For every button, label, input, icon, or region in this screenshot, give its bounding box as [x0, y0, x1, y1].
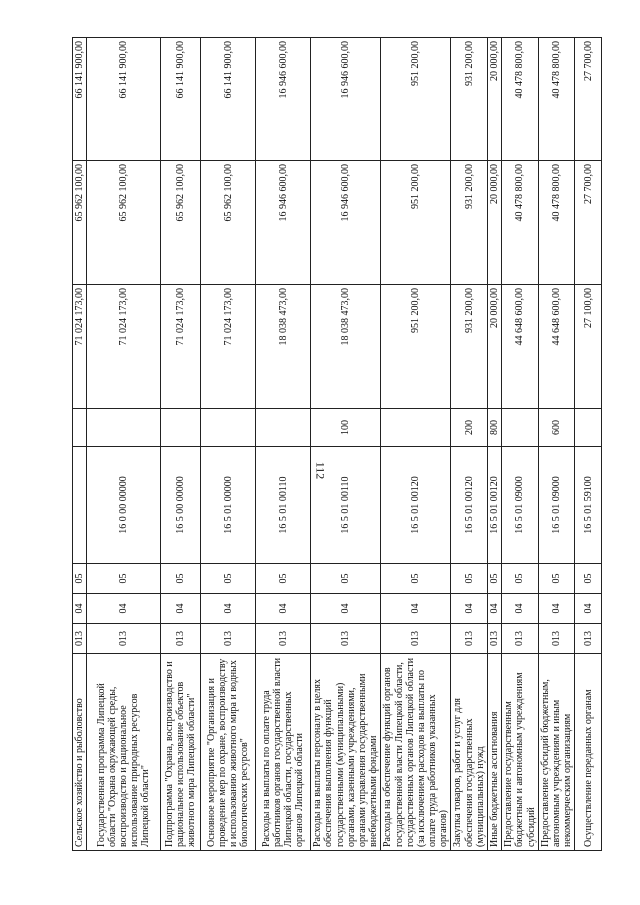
row-subsection-code: 05 — [87, 564, 161, 594]
row-expense-type: 600 — [538, 409, 575, 447]
row-section-code: 04 — [256, 594, 311, 624]
row-amount-year2: 16 946 600,00 — [256, 161, 311, 285]
row-section-code: 04 — [161, 594, 201, 624]
row-expense-type: 100 — [311, 409, 381, 447]
row-expense-type — [575, 409, 602, 447]
row-subsection-code: 05 — [256, 564, 311, 594]
row-subsection-code: 05 — [538, 564, 575, 594]
row-section-code: 04 — [87, 594, 161, 624]
row-section-code: 04 — [502, 594, 539, 624]
row-target-article: 16 5 01 09000 — [538, 447, 575, 564]
table-body — [73, 38, 602, 851]
row-section-code: 04 — [73, 594, 87, 624]
row-expense-type — [73, 409, 87, 447]
row-ved-code: 013 — [87, 624, 161, 654]
row-amount-year2: 16 946 600,00 — [311, 161, 381, 285]
row-amount-year2: 27 700,00 — [575, 161, 602, 285]
row-name: Осуществление переданных органам — [575, 654, 602, 851]
row-amount-year3: 951 200,00 — [381, 38, 451, 161]
row-expense-type — [161, 409, 201, 447]
row-section-code: 04 — [381, 594, 451, 624]
row-amount-year3: 931 200,00 — [451, 38, 488, 161]
row-amount-year2: 65 962 100,00 — [87, 161, 161, 285]
row-section-code: 04 — [538, 594, 575, 624]
row-target-article: 16 5 01 00110 — [311, 447, 381, 564]
row-ved-code: 013 — [488, 624, 502, 654]
row-ved-code: 013 — [256, 624, 311, 654]
row-target-article: 16 5 01 00120 — [488, 447, 502, 564]
row-amount-year3: 66 141 900,00 — [73, 38, 87, 161]
row-target-article: 16 5 01 59100 — [575, 447, 602, 564]
row-ved-code: 013 — [311, 624, 381, 654]
row-target-article: 16 0 00 00000 — [87, 447, 161, 564]
row-target-article: 16 5 01 00120 — [381, 447, 451, 564]
row-name: Расходы на выплаты персоналу в целях обеспечения выполнения функций государственными (муниципальными) органами, казенными учреждениями, органами управления государственными внебюджетными фондами — [311, 654, 381, 851]
table-row — [451, 38, 488, 851]
row-amount-year1: 931 200,00 — [451, 285, 488, 409]
row-name: Государственная программа Липецкой области "Охрана окружающей среды, воспроизводство и рациональное использование природных ресурсов Липецкой области" — [87, 654, 161, 851]
row-amount-year2: 65 962 100,00 — [201, 161, 256, 285]
row-name: Расходы на выплаты по оплате труда работников органов государственной власти Липецкой области, государственных органов Липецкой области — [256, 654, 311, 851]
row-name: Основное мероприятие "Организация и проведение мер по охране, воспроизводству и использованию животного мира и водных биологических ресурсов" — [201, 654, 256, 851]
row-section-code: 04 — [311, 594, 381, 624]
row-amount-year1: 44 648 600,00 — [538, 285, 575, 409]
table-row — [538, 38, 575, 851]
row-amount-year3: 40 478 800,00 — [538, 38, 575, 161]
row-name: Закупка товаров, работ и услуг для обеспечения государственных (муниципальных) нужд — [451, 654, 488, 851]
row-ved-code: 013 — [451, 624, 488, 654]
row-amount-year2: 20 000,00 — [488, 161, 502, 285]
row-section-code: 04 — [488, 594, 502, 624]
table-row — [201, 38, 256, 851]
table-row — [311, 38, 381, 851]
row-amount-year2: 951 200,00 — [381, 161, 451, 285]
row-amount-year2: 65 962 100,00 — [161, 161, 201, 285]
row-amount-year3: 16 946 600,00 — [311, 38, 381, 161]
row-amount-year1: 71 024 173,00 — [161, 285, 201, 409]
row-amount-year1: 20 000,00 — [488, 285, 502, 409]
row-ved-code: 013 — [538, 624, 575, 654]
rotated-table-container — [72, 38, 594, 851]
row-amount-year1: 71 024 173,00 — [201, 285, 256, 409]
table-row — [161, 38, 201, 851]
row-target-article: 16 5 00 00000 — [161, 447, 201, 564]
row-target-article: 16 5 01 09000 — [502, 447, 539, 564]
row-ved-code: 013 — [73, 624, 87, 654]
row-expense-type — [381, 409, 451, 447]
row-target-article: 16 5 01 00000 — [201, 447, 256, 564]
row-target-article: 16 5 01 00110 — [256, 447, 311, 564]
row-amount-year3: 16 946 600,00 — [256, 38, 311, 161]
table-row — [575, 38, 602, 851]
row-name: Сельское хозяйство и рыболовство — [73, 654, 87, 851]
row-expense-type — [87, 409, 161, 447]
row-subsection-code: 05 — [488, 564, 502, 594]
row-amount-year1: 18 038 473,00 — [311, 285, 381, 409]
row-amount-year2: 931 200,00 — [451, 161, 488, 285]
table-row — [73, 38, 87, 851]
row-name: Иные бюджетные ассигнования — [488, 654, 502, 851]
row-amount-year1: 71 024 173,00 — [73, 285, 87, 409]
table-row — [381, 38, 451, 851]
row-section-code: 04 — [451, 594, 488, 624]
row-subsection-code: 05 — [575, 564, 602, 594]
row-subsection-code: 05 — [381, 564, 451, 594]
row-target-article — [73, 447, 87, 564]
row-name: Подпрограмма "Охрана, воспроизводство и рациональное использование объектов животного мира Липецкой области" — [161, 654, 201, 851]
row-amount-year3: 40 478 800,00 — [502, 38, 539, 161]
table-row — [488, 38, 502, 851]
row-expense-type — [256, 409, 311, 447]
row-amount-year2: 40 478 800,00 — [538, 161, 575, 285]
row-subsection-code: 05 — [161, 564, 201, 594]
row-subsection-code: 05 — [451, 564, 488, 594]
row-amount-year3: 27 700,00 — [575, 38, 602, 161]
row-ved-code: 013 — [381, 624, 451, 654]
row-amount-year3: 66 141 900,00 — [161, 38, 201, 161]
row-section-code: 04 — [201, 594, 256, 624]
row-amount-year1: 951 200,00 — [381, 285, 451, 409]
row-amount-year1: 44 648 600,00 — [502, 285, 539, 409]
row-amount-year3: 66 141 900,00 — [201, 38, 256, 161]
row-expense-type: 200 — [451, 409, 488, 447]
row-expense-type — [201, 409, 256, 447]
budget-table — [72, 37, 602, 851]
page-number: 112 — [313, 461, 328, 480]
row-name: Расходы на обеспечение функций органов государственной власти Липецкой области, государственных органов Липецкой области (за исключением расходов на выплаты по оплате труда работников указанных органов) — [381, 654, 451, 851]
row-expense-type: 800 — [488, 409, 502, 447]
table-row — [256, 38, 311, 851]
row-amount-year2: 65 962 100,00 — [73, 161, 87, 285]
row-section-code: 04 — [575, 594, 602, 624]
table-row — [87, 38, 161, 851]
row-ved-code: 013 — [161, 624, 201, 654]
row-ved-code: 013 — [201, 624, 256, 654]
row-subsection-code: 05 — [502, 564, 539, 594]
row-subsection-code: 05 — [73, 564, 87, 594]
row-name: Предоставление государственным бюджетным и автономным учреждениям субсидий — [502, 654, 539, 851]
row-expense-type — [502, 409, 539, 447]
row-target-article: 16 5 01 00120 — [451, 447, 488, 564]
row-name: Предоставление субсидий бюджетным, автономным учреждениям и иным некоммерческим организациям — [538, 654, 575, 851]
row-ved-code: 013 — [502, 624, 539, 654]
row-amount-year1: 27 100,00 — [575, 285, 602, 409]
row-subsection-code: 05 — [311, 564, 381, 594]
table-row — [502, 38, 539, 851]
row-amount-year1: 71 024 173,00 — [87, 285, 161, 409]
row-subsection-code: 05 — [201, 564, 256, 594]
row-amount-year2: 40 478 800,00 — [502, 161, 539, 285]
row-amount-year3: 66 141 900,00 — [87, 38, 161, 161]
row-amount-year3: 20 000,00 — [488, 38, 502, 161]
row-ved-code: 013 — [575, 624, 602, 654]
row-amount-year1: 18 038 473,00 — [256, 285, 311, 409]
